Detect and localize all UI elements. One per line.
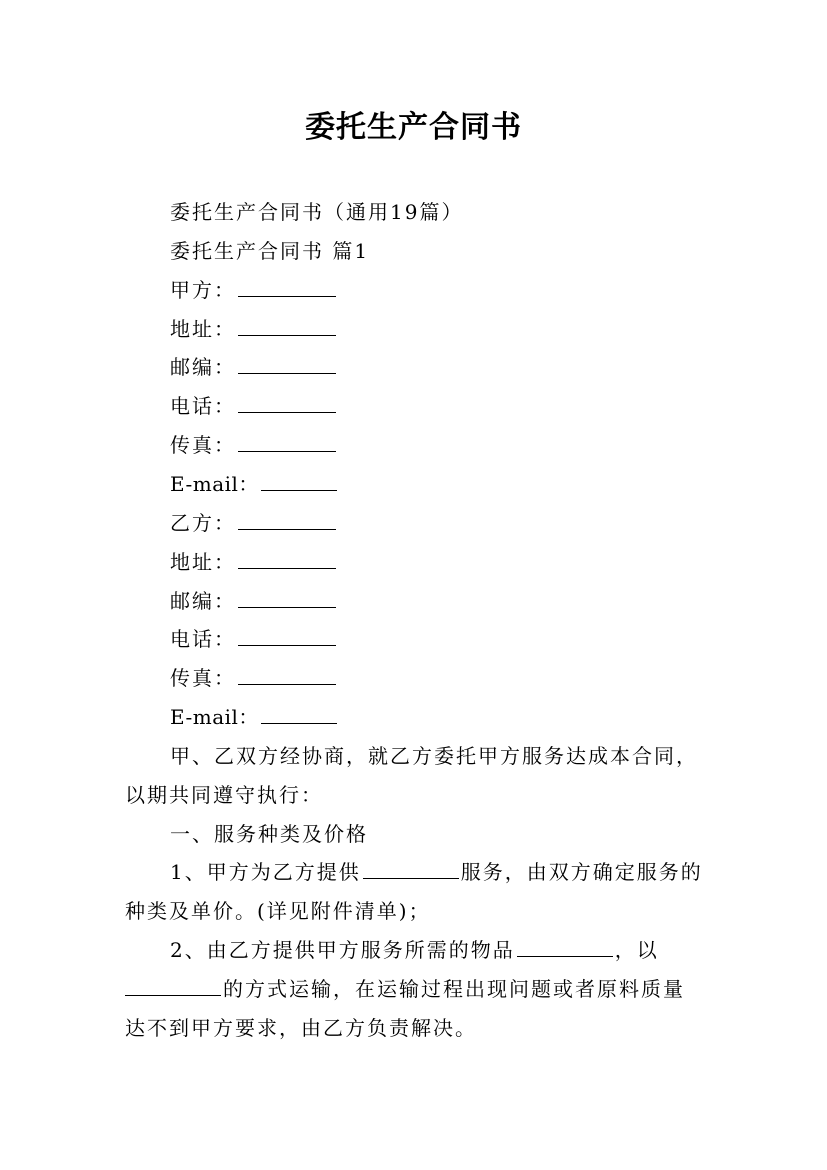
party-b-email-label: E-mail： <box>170 705 259 729</box>
party-b-phone-label: 电话： <box>170 627 236 651</box>
party-b-email-row <box>170 705 339 729</box>
party-a-postcode-row <box>170 355 338 379</box>
item-1-line-2: 种类及单价。(详见附件清单)； <box>125 899 431 923</box>
party-b-postcode-row <box>170 589 338 613</box>
party-a-fax-row <box>170 433 338 457</box>
party-a-address-row <box>170 317 338 341</box>
party-b-fax-label: 传真： <box>170 666 236 690</box>
item-2-goods-blank <box>517 938 613 957</box>
party-b-phone-row <box>170 627 338 651</box>
party-b-postcode-label: 邮编： <box>170 589 236 613</box>
party-a-postcode-blank <box>238 355 336 374</box>
party-a-address-label: 地址： <box>170 317 236 341</box>
party-a-phone-blank <box>238 394 336 413</box>
party-b-fax-row <box>170 666 338 690</box>
party-a-address-blank <box>238 317 336 336</box>
party-a-email-row <box>170 472 339 496</box>
party-b-phone-blank <box>238 627 336 646</box>
item-1-line-1 <box>170 860 703 884</box>
party-a-fax-label: 传真： <box>170 433 236 457</box>
party-a-fax-blank <box>238 433 336 452</box>
section-title: 委托生产合同书 篇1 <box>170 239 370 263</box>
item-2-transport-blank <box>125 977 221 996</box>
intro-line-1: 甲、乙双方经协商，就乙方委托甲方服务达成本合同， <box>170 744 698 768</box>
party-b-address-label: 地址： <box>170 550 236 574</box>
item-2-line-1 <box>170 938 659 962</box>
party-b-address-row <box>170 550 338 574</box>
document-subtitle: 委托生产合同书（通用19篇） <box>170 200 464 224</box>
party-a-phone-row <box>170 394 338 418</box>
item-1-part-1: 1、甲方为乙方提供 <box>170 860 361 884</box>
party-a-blank <box>238 278 336 297</box>
party-b-address-blank <box>238 550 336 569</box>
party-b-row <box>170 511 338 535</box>
item-1-part-2: 服务，由双方确定服务的 <box>460 860 703 884</box>
party-a-email-blank <box>261 472 337 491</box>
party-a-postcode-label: 邮编： <box>170 355 236 379</box>
party-b-blank <box>238 511 336 530</box>
party-b-fax-blank <box>238 666 336 685</box>
clause-1-heading: 一、服务种类及价格 <box>170 822 368 846</box>
party-b-label: 乙方： <box>170 511 236 535</box>
party-a-label: 甲方： <box>170 278 236 302</box>
item-2-part-1: 2、由乙方提供甲方服务所需的物品 <box>170 938 515 962</box>
party-a-email-label: E-mail： <box>170 472 259 496</box>
intro-line-2: 以期共同遵守执行： <box>125 783 323 807</box>
item-2-part-2: ，以 <box>614 938 659 962</box>
party-a-row <box>170 278 338 302</box>
party-a-phone-label: 电话： <box>170 394 236 418</box>
item-1-service-blank <box>363 860 459 879</box>
party-b-email-blank <box>261 705 337 724</box>
document-title: 委托生产合同书 <box>305 110 522 145</box>
item-2-line-2-text: 的方式运输，在运输过程出现问题或者原料质量 <box>223 977 685 1001</box>
party-b-postcode-blank <box>238 589 336 608</box>
item-2-line-3: 达不到甲方要求，由乙方负责解决。 <box>125 1016 477 1040</box>
item-2-line-2 <box>125 977 685 1001</box>
